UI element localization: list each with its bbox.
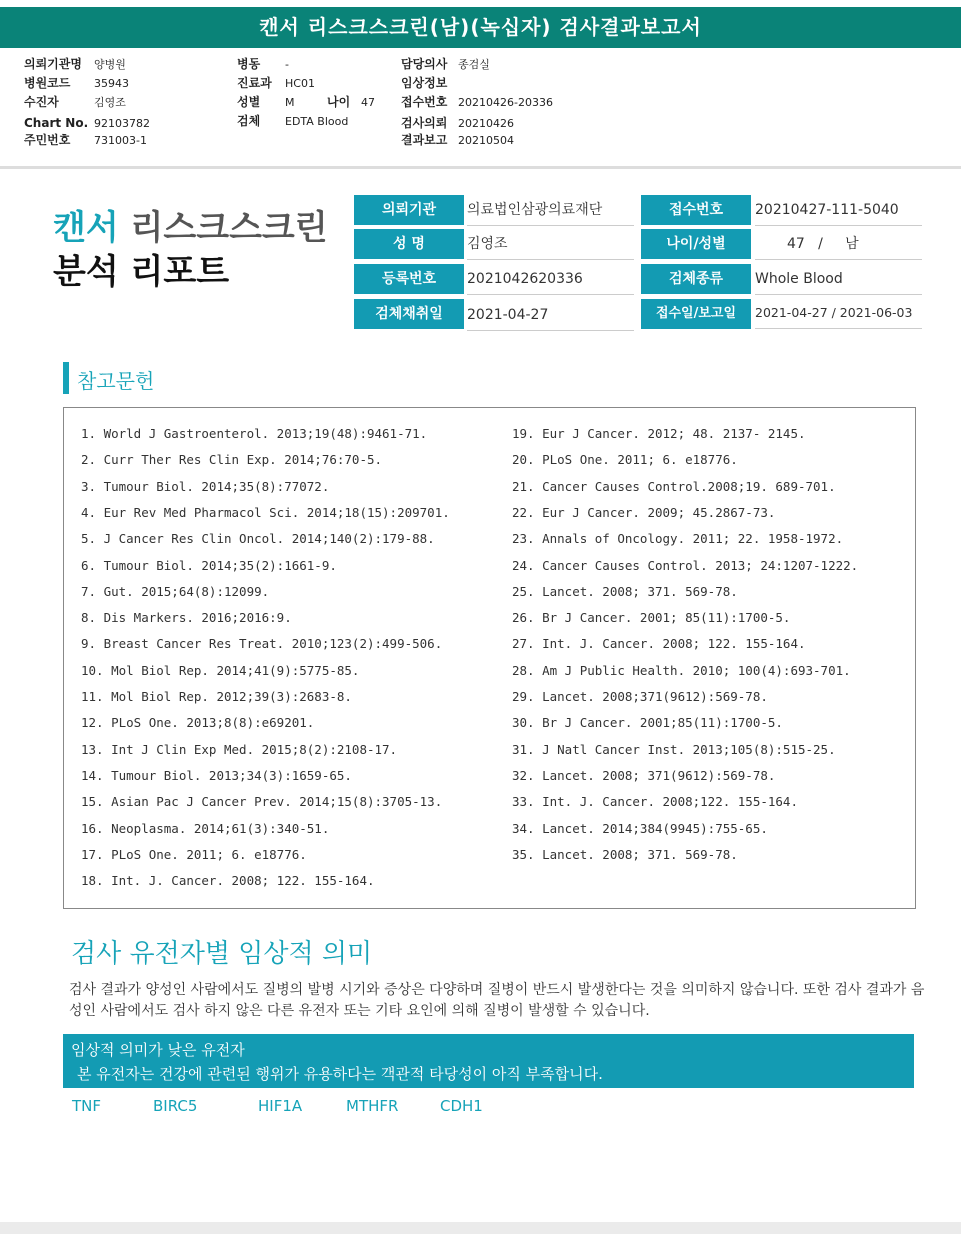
field-value: 2021042620336 [467,264,634,295]
reference-item: 23. Annals of Oncology. 2011; 22. 1958-1972. [512,531,844,547]
header-row: 담당의사 종검실 [401,57,490,71]
reference-item: 31. J Natl Cancer Inst. 2013;105(8):515-25. [512,741,836,757]
gene-name: MTHFR [346,1097,399,1115]
reference-item: 24. Cancer Causes Control. 2013; 24:1207-1222. [512,557,859,573]
reference-item: 32. Lancet. 2008; 371(9612):569-78. [512,767,776,783]
header-row: Chart No. 92103782 [24,116,150,130]
field-value: 김영조 [467,229,634,260]
field-value: Whole Blood [755,264,922,295]
header-row: 접수번호 20210426-20336 [401,95,553,109]
reference-item: 16. Neoplasma. 2014;61(3):340-51. [81,820,330,836]
reference-item: 9. Breast Cancer Res Treat. 2010;123(2):499-506. [81,636,443,652]
patient-header [0,48,961,169]
header-row: 진료과 HC01 [237,76,315,90]
reference-item: 6. Tumour Biol. 2014;35(2):1661-9. [81,557,337,573]
reference-item: 15. Asian Pac J Cancer Prev. 2014;15(8):3705-13. [81,794,443,810]
references-heading: 참고문헌 [77,369,155,393]
reference-item: 17. PLoS One. 2011; 6. e18776. [81,846,307,862]
reference-item: 29. Lancet. 2008;371(9612):569-78. [512,689,768,704]
field-label: 의뢰기관 [354,195,464,225]
reference-item: 22. Eur J Cancer. 2009; 45.2867-73. [512,504,776,520]
gene-name: BIRC5 [153,1097,198,1115]
field-value: 2021-04-27 / 2021-06-03 [755,298,922,329]
field-value: 20210427-111-5040 [755,195,922,226]
reference-item: 2. Curr Ther Res Clin Exp. 2014;76:70-5. [81,452,383,468]
reference-item: 8. Dis Markers. 2016;2016:9. [81,610,292,626]
reference-item: 20. PLoS One. 2011; 6. e18776. [512,452,738,468]
field-label: 나이/성별 [641,229,751,259]
header-row: 주민번호 731003-1 [24,133,147,147]
header-row: 검사의뢰 20210426 [401,116,514,130]
field-label: 접수일/보고일 [641,299,751,329]
reference-item: 13. Int J Clin Exp Med. 2015;8(2):2108-17. [81,741,398,757]
field-label: 검체종류 [641,264,751,294]
reference-item: 21. Cancer Causes Control.2008;19. 689-701. [512,478,836,494]
report-heading-line1: 캔서 리스크스크린 [53,208,328,248]
field-label: 접수번호 [641,195,751,225]
reference-item: 27. Int. J. Cancer. 2008; 122. 155-164. [512,636,806,652]
gene-name: TNF [72,1097,102,1115]
header-row: 임상정보 [401,76,448,90]
header-row: 결과보고 20210504 [401,133,514,147]
reference-item: 34. Lancet. 2014;384(9945):755-65. [512,820,768,836]
header-row: 수진자 김영조 [24,95,126,109]
field-value: 47 / 남 [755,229,922,260]
reference-item: 18. Int. J. Cancer. 2008; 122. 155-164. [81,873,375,889]
reference-item: 26. Br J Cancer. 2001; 85(11):1700-5. [512,610,791,626]
clinical-paragraph: 검사 결과가 양성인 사람에서도 질병의 발병 시기와 증상은 다양하며 질병이 반드시 발생한다는 것을 의미하지 않습니다. 또한 검사 결과가 음성인 사람에서도 검사 하지 않은 다른 유전자 또는 기타 요인에 의해 질병이 발생할 수 있습니다. [69,982,925,1019]
reference-item: 4. Eur Rev Med Pharmacol Sci. 2014;18(15):209701. [81,504,450,520]
report-title-bar: 캔서 리스크스크린(남)(녹십자) 검사결과보고서 [0,7,961,48]
low-significance-title: 임상적 의미가 낮은 유전자 [71,1041,245,1059]
field-value: 의료법인삼광의료재단 [467,195,634,226]
references-box [63,407,916,909]
clinical-heading: 검사 유전자별 임상적 의미 [71,939,373,969]
reference-item: 28. Am J Public Health. 2010; 100(4):693-701. [512,662,851,678]
field-label: 등록번호 [354,264,464,294]
reference-item: 33. Int. J. Cancer. 2008;122. 155-164. [512,794,798,810]
low-significance-panel [63,1034,914,1088]
report-heading-line2: 분석 리포트 [53,252,230,292]
field-label: 성 명 [354,229,464,259]
reference-item: 12. PLoS One. 2013;8(8):e69201. [81,715,315,731]
reference-item: 10. Mol Biol Rep. 2014;41(9):5775-85. [81,662,360,678]
low-significance-desc: 본 유전자는 건강에 관련된 행위가 유용하다는 객관적 타당성이 아직 부족합니다. [77,1065,603,1083]
field-label: 검체채취일 [354,299,464,329]
reference-item: 11. Mol Biol Rep. 2012;39(3):2683-8. [81,689,352,704]
gene-name: CDH1 [440,1097,483,1115]
header-row: 의뢰기관명 양병원 [24,57,126,71]
reference-item: 19. Eur J Cancer. 2012; 48. 2137- 2145. [512,426,806,441]
reference-item: 1. World J Gastroenterol. 2013;19(48):9461-71. [81,426,428,441]
reference-item: 14. Tumour Biol. 2013;34(3):1659-65. [81,767,352,783]
header-row: 병동 - [237,57,289,71]
reference-item: 5. J Cancer Res Clin Oncol. 2014;140(2):179-88. [81,531,435,547]
section-accent-bar [63,362,69,394]
reference-item: 30. Br J Cancer. 2001;85(11):1700-5. [512,715,783,731]
gene-name: HIF1A [258,1097,303,1115]
header-row: 성별 M 나이 47 [237,95,375,109]
reference-item: 3. Tumour Biol. 2014;35(8):77072. [81,478,330,494]
header-row: 병원코드 35943 [24,76,129,90]
reference-item: 7. Gut. 2015;64(8):12099. [81,583,270,599]
reference-item: 25. Lancet. 2008; 371. 569-78. [512,583,738,599]
header-row: 검체 EDTA Blood [237,114,349,128]
reference-item: 35. Lancet. 2008; 371. 569-78. [512,846,738,862]
field-value: 2021-04-27 [467,300,634,331]
